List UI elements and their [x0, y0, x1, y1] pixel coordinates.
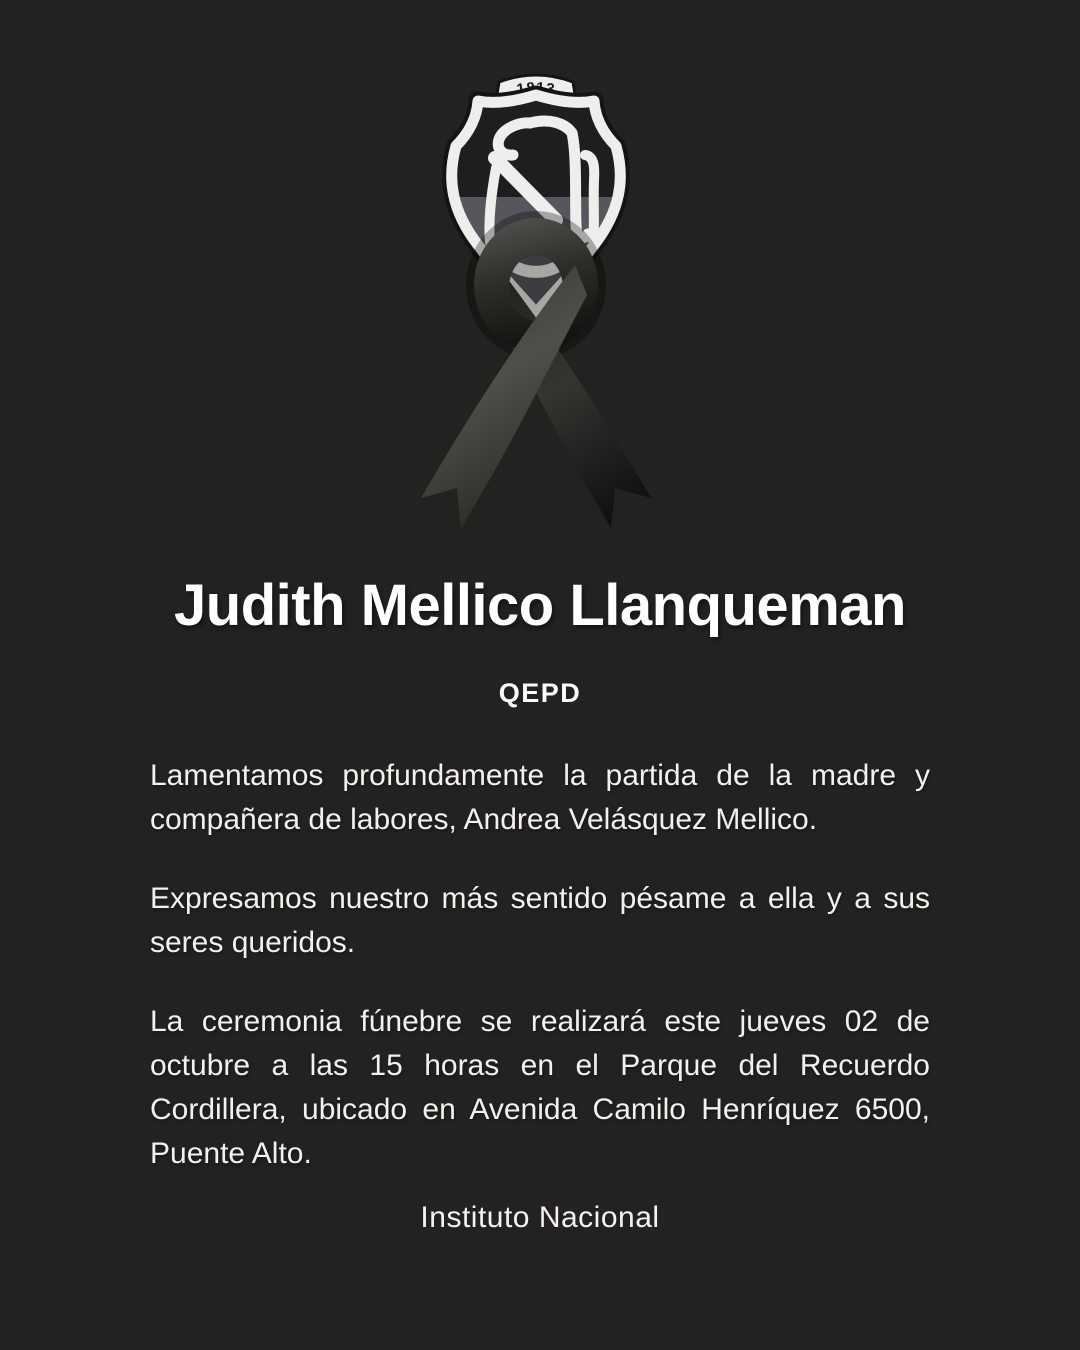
deceased-name-title: Judith Mellico Llanqueman	[174, 573, 906, 638]
condolence-paragraph: Lamentamos profundamente la partida de la madre y compañera de labores, Andrea Velásquez Mellico.	[150, 759, 930, 836]
logo-area	[389, 60, 683, 530]
qepd-subtitle: QEPD	[498, 678, 582, 708]
instituto-nacional-crest-icon	[389, 60, 683, 530]
announcement-body	[150, 754, 930, 1211]
mourning-ribbon-icon	[421, 211, 651, 528]
banner-year-text: 1813	[515, 79, 557, 99]
institution-name: Instituto Nacional	[420, 1201, 660, 1234]
ceremony-details-paragraph: La ceremonia fúnebre se realizará este jueves 02 de octubre a las 15 horas en el Parque del Recuerdo Cordillera, ubicado en Avenida Camilo Henríquez 6500, Puente Alto.	[150, 1005, 930, 1170]
sympathy-paragraph: Expresamos nuestro más sentido pésame a ella y a sus seres queridos.	[150, 882, 930, 959]
